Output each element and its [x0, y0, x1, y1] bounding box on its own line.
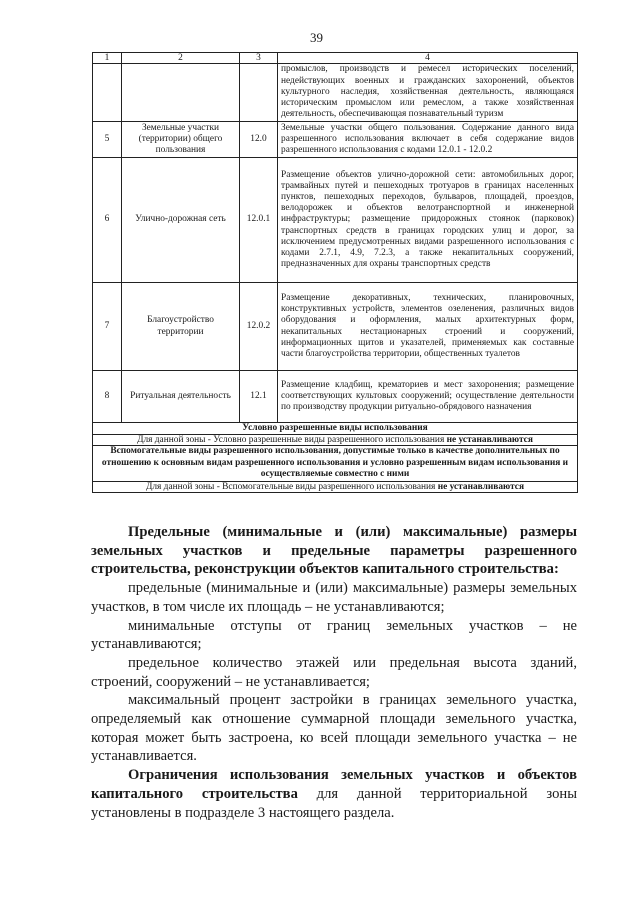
header-col-4: 4 [278, 53, 578, 64]
header-col-1: 1 [93, 53, 122, 64]
table-row-8 [93, 371, 578, 423]
auxiliary-uses-note [93, 481, 578, 493]
restrictions-bold: Ограничения использования земельных участков и объектов капитального строительства [91, 767, 577, 802]
table-row-6 [93, 158, 578, 283]
row-code-cell: 12.1 [240, 371, 278, 423]
row-description-cell: Размещение объектов улично-дорожной сети: автомобильных дорог, трамвайных путей и пешеходных тротуаров в границах населенных пунктов, пешеходных переходов, бульваров, площадей, проездов, велодорожек и объектов велотранспортной и инженерной инфраструктуры; размещение придорожных стоянок (парковок) транспортных средств в границах городских улиц и дорог, за исключением предусмотренных видами разрешенного использования с кодами 2.7.1, 4.9, 7.2.3, а также некапитальных сооружений, предназначенных для охраны транспортных средств [278, 158, 578, 283]
header-col-2: 2 [122, 53, 240, 64]
conditional-note-suffix: не устанавливаются [446, 434, 533, 445]
auxiliary-note-row [93, 481, 578, 493]
regulation-text [91, 523, 577, 822]
auxiliary-note-prefix: Для данной зоны - Вспомогательные виды разрешенного использования [145, 481, 436, 492]
conditional-heading-row [93, 423, 578, 435]
limits-heading: Предельные (минимальные и (или) максимальные) размеры земельных участков и предельные параметры разрешенного строительства, реконструкции объектов капитального строительства: [91, 524, 577, 578]
row-num-cell: 6 [93, 158, 122, 283]
row-code-cell: 12.0.2 [240, 283, 278, 371]
row-name-cell [122, 64, 240, 122]
row-description-cell: промыслов, производств и ремесел исторических поселений, недействующих военных и гражданских захоронений, объектов культурного наследия, хозяйственная деятельность, являющаяся историческим промыслом или ремеслом, а также хозяйственная деятельность, обеспечивающая познавательный туризм [278, 64, 578, 122]
row-num-cell: 8 [93, 371, 122, 423]
paragraph-floors: предельное количество этажей или предельная высота зданий, строений, сооружений – не устанавливается; [91, 654, 577, 690]
paragraph-plot-size: предельные (минимальные и (или) максимальные) размеры земельных участков, в том числе их площадь – не устанавливаются; [91, 580, 577, 615]
row-name-cell: Ритуальная деятельность [122, 371, 240, 423]
row-name-cell: Земельные участки (территории) общего пользования [122, 122, 240, 158]
row-name-cell: Улично-дорожная сеть [122, 158, 240, 283]
conditional-uses-heading: Условно разрешенные виды использования [93, 423, 578, 435]
table-row-continuation [93, 64, 578, 122]
table-row-7 [93, 283, 578, 371]
row-num-cell [93, 64, 122, 122]
page-number: 39 [310, 30, 323, 45]
row-description-cell: Размещение декоративных, технических, планировочных, конструктивных устройств, элементов озеленения, различных видов оборудования и оформления, малых архитектурных форм, некапитальных нестационарных строений и сооружений, информационных щитов и указателей, применяемых как составные части благоустройства территории, общественных туалетов [278, 283, 578, 371]
auxiliary-heading-row [93, 446, 578, 482]
conditional-note-prefix: Для данной зоны - Условно разрешенные виды разрешенного использования [137, 434, 445, 445]
row-code-cell [240, 64, 278, 122]
row-code-cell: 12.0.1 [240, 158, 278, 283]
paragraph-setbacks: минимальные отступы от границ земельных участков – не устанавливаются; [91, 617, 577, 653]
table-header-row [93, 53, 578, 64]
header-col-3: 3 [240, 53, 278, 64]
land-use-table [92, 52, 578, 493]
paragraph-restrictions [91, 766, 577, 822]
row-description-cell: Размещение кладбищ, крематориев и мест захоронения; размещение соответствующих культовых сооружений; осуществление деятельности по производству продукции ритуально-обрядового назначения [278, 371, 578, 423]
row-num-cell: 7 [93, 283, 122, 371]
restrictions-rest: для данной территориальной зоны установлены в подразделе 3 настоящего раздела. [91, 785, 577, 821]
row-description-cell: Земельные участки общего пользования. Содержание данного вида разрешенного использования включает в себя содержание видов разрешенного использования с кодами 12.0.1 - 12.0.2 [278, 122, 578, 158]
row-num-cell: 5 [93, 122, 122, 158]
row-name-cell: Благоустройство территории [122, 283, 240, 371]
auxiliary-note-suffix: не устанавливаются [437, 481, 525, 492]
table-row-5 [93, 122, 578, 158]
conditional-uses-note [93, 434, 578, 446]
conditional-note-row [93, 434, 578, 446]
row-code-cell: 12.0 [240, 122, 278, 158]
auxiliary-uses-heading: Вспомогательные виды разрешенного использования, допустимые только в качестве дополнительных по отношению к основным видам разрешенного использования и условно разрешенным видам использования и осуществляемые совместно с ними [93, 446, 578, 482]
paragraph-coverage: максимальный процент застройки в границах земельного участка, определяемый как отношение суммарной площади земельного участка, которая может быть застроена, ко всей площади земельного участка – не устанавливается. [91, 692, 577, 765]
